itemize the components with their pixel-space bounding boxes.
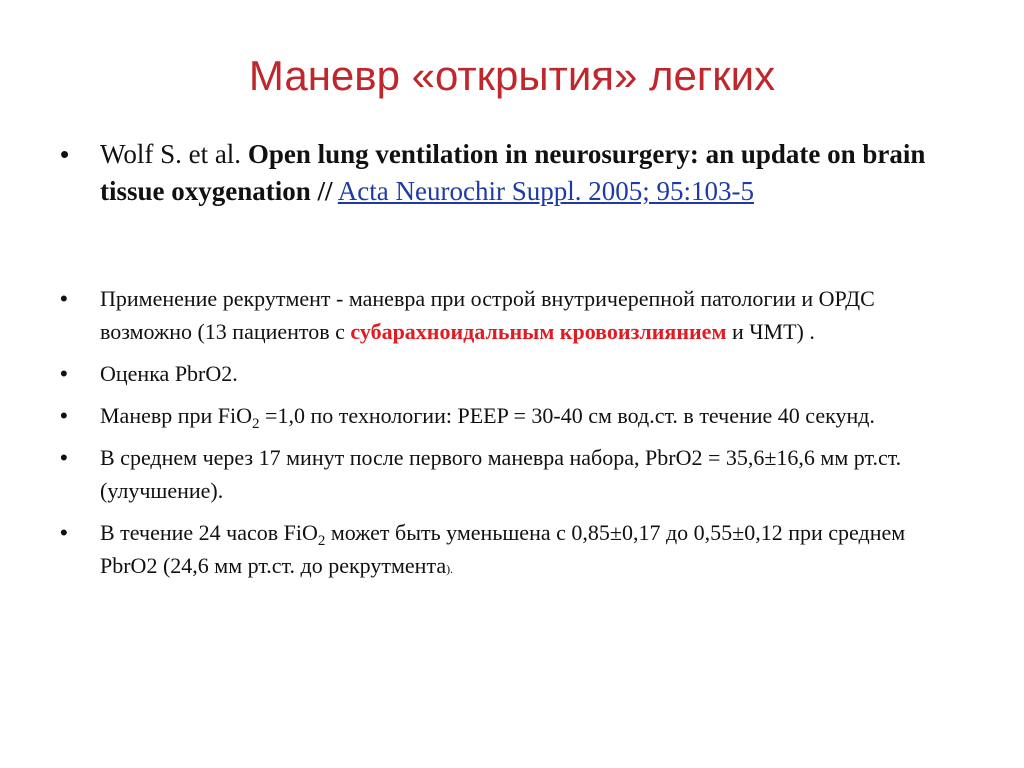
- assessment-text: Оценка PbrO2.: [100, 361, 238, 386]
- fio2-subscript: 2: [252, 416, 260, 432]
- average-text: В среднем через 17 минут после первого маневра набора, PbrO2 = 35,6±16,6 мм рт.ст. (улучшение).: [100, 445, 902, 503]
- bullet-list: [58, 136, 958, 595]
- application-text: Применение рекрутмент - маневра при острой внутричерепной патологии и ОРДС возможно (13 пациентов с: [100, 286, 875, 344]
- list-item-reduction: [58, 516, 958, 586]
- fio2-subscript: 2: [317, 533, 326, 549]
- list-item-application: [58, 282, 958, 348]
- slide-title: Маневр «открытия» легких: [248, 52, 776, 99]
- list-item-maneuver: [58, 399, 958, 432]
- list-item-average: [58, 441, 958, 507]
- maneuver-text-end: =1,0 по технологии: PEEP = 30-40 см вод.ст. в течение 40 секунд.: [265, 403, 875, 428]
- list-item-reference: [58, 136, 958, 210]
- maneuver-text: Маневр при FiO: [100, 403, 253, 428]
- list-item-assessment: [58, 357, 958, 390]
- journal-link[interactable]: Acta Neurochir Suppl. 2005; 95:103-5: [337, 176, 754, 206]
- reference-title: Open lung ventilation in neurosurgery: an update on brain tissue oxygenation //: [100, 139, 926, 206]
- application-text-end: и ЧМТ) .: [731, 319, 815, 344]
- reduction-text: В течение 24 часов FiO: [100, 520, 318, 545]
- highlight-text: субарахноидальным кровоизлиянием: [350, 319, 727, 344]
- reference-authors: Wolf S. et al.: [100, 139, 242, 169]
- reduction-text-small-end: ).: [446, 562, 454, 576]
- reduction-text-end: может быть уменьшена с 0,85±0,17 до 0,55±0,12 при среднем PbrO2 (24,6 мм рт.ст. до рекрутмента: [100, 520, 906, 578]
